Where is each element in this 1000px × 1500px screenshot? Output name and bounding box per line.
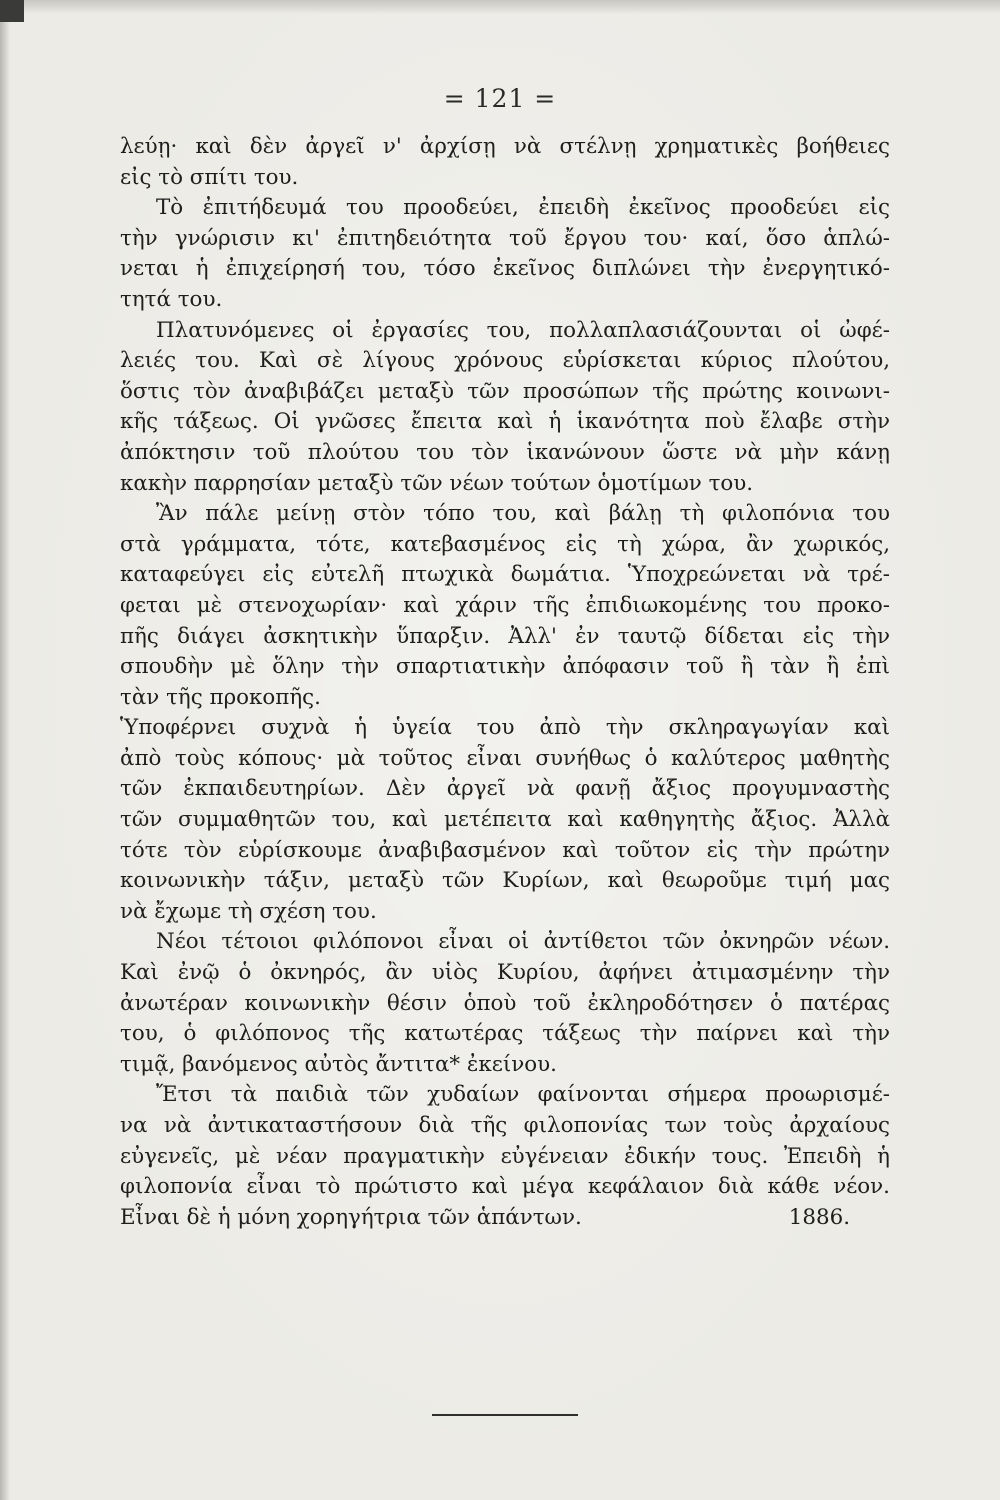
text-line: κῆς τάξεως. Οἱ γνῶσες ἔπειτα καὶ ἡ ἱκανότητα ποὺ ἔλαβε στὴν bbox=[120, 409, 890, 435]
text-line: κοινωνικὴν τάξιν, μεταξὺ τῶν Κυρίων, καὶ θεωροῦμε τιμή μας bbox=[120, 868, 890, 894]
scan-corner-mark bbox=[0, 0, 24, 22]
text-line: εὐγενεῖς, μὲ νέαν πραγματικὴν εὐγένειαν ἐδικήν τους. Ἐπειδὴ ἡ bbox=[120, 1143, 890, 1169]
text-line: φιλοπονία εἶναι τὸ πρώτιστο καὶ μέγα κεφάλαιον διὰ κάθε νέον. bbox=[120, 1174, 890, 1200]
text-line: τῶν συμμαθητῶν του, καὶ μετέπειτα καὶ καθηγητὴς ἄξιος. Ἀλλὰ bbox=[120, 807, 890, 833]
text-line: Καὶ ἐνῷ ὁ ὀκνηρός, ἂν υἱὸς Κυρίου, ἀφήνει ἀτιμασμένην τὴν bbox=[120, 960, 890, 986]
text-line: να νὰ ἀντικαταστήσουν διὰ τῆς φιλοπονίας των τοὺς ἀρχαίους bbox=[120, 1113, 890, 1138]
text-line: νὰ ἔχωμε τὴ σχέση του. bbox=[120, 898, 377, 924]
text-line: τητά του. bbox=[120, 286, 223, 312]
text-line: στὰ γράμματα, τότε, κατεβασμένος εἰς τὴ χώρα, ἂν χωρικός, bbox=[120, 531, 890, 557]
text-line: του, ὁ φιλόπονος τῆς κατωτέρας τάξεως τὴν παίρνει καὶ τὴν bbox=[120, 1021, 890, 1047]
page-left-edge bbox=[0, 0, 10, 1500]
page-top-edge bbox=[0, 0, 1000, 14]
text-line: ὅστις τὸν ἀναβιβάζει μεταξὺ τῶν προσώπων τῆς πρώτης κοινωνι- bbox=[120, 378, 890, 404]
text-line: λειές του. Καὶ σὲ λίγους χρόνους εὑρίσκεται κύριος πλούτου, bbox=[120, 348, 890, 374]
text-line: τῶν ἐκπαιδευτηρίων. Δὲν ἀργεῖ νὰ φανῇ ἄξιος προγυμναστὴς bbox=[120, 776, 890, 802]
text-line: Τὸ ἐπιτήδευμά του προοδεύει, ἐπειδὴ ἐκεῖνος προοδεύει εἰς bbox=[156, 195, 890, 221]
closing-row bbox=[120, 1203, 890, 1234]
text-line: τότε τὸν εὑρίσκουμε ἀναβιβασμένον καὶ τοῦτον εἰς τὴν πρώτην bbox=[120, 837, 890, 863]
text-line: ἀνωτέραν κοινωνικὴν θέσιν ὁποὺ τοῦ ἐκληροδότησεν ὁ πατέρας bbox=[120, 990, 890, 1016]
body-text bbox=[120, 132, 890, 1233]
text-line: ἀπόκτησιν τοῦ πλούτου του τὸν ἱκανώνουν ὥστε νὰ μὴν κάνῃ bbox=[120, 439, 890, 465]
year-signature: 1886. bbox=[788, 1204, 850, 1230]
text-line: Νέοι τέτοιοι φιλόπονοι εἶναι οἱ ἀντίθετοι τῶν ὀκνηρῶν νέων. bbox=[156, 929, 890, 955]
text-line: νεται ἡ ἐπιχείρησή του, τόσο ἐκεῖνος διπλώνει τὴν ἐνεργητικό- bbox=[120, 256, 890, 282]
page-number: = 121 = bbox=[443, 84, 557, 113]
text-line: τὰν τῆς προκοπῆς. bbox=[120, 684, 321, 710]
text-line: εἰς τὸ σπίτι του. bbox=[120, 164, 299, 190]
text-line: τὴν γνώρισιν κι' ἐπιτηδειότητα τοῦ ἔργου του· καί, ὅσο ἁπλώ- bbox=[120, 225, 890, 251]
text-line: κακὴν παρρησίαν μεταξὺ τῶν νέων τούτων ὁμοτίμων του. bbox=[120, 470, 754, 496]
text-line: πῆς διάγει ἀσκητικὴν ὕπαρξιν. Ἀλλ' ἐν ταυτῷ δίδεται εἰς τὴν bbox=[120, 623, 890, 649]
text-line: σπουδὴν μὲ ὅλην τὴν σπαρτιατικὴν ἀπόφασιν τοῦ ἢ τὰν ἢ ἐπὶ bbox=[120, 654, 890, 680]
text-line: φεται μὲ στενοχωρίαν· καὶ χάριν τῆς ἐπιδιωκομένης του προκο- bbox=[120, 592, 890, 618]
text-line: ἀπὸ τοὺς κόπους· μὰ τοῦτος εἶναι συνήθως ὁ καλύτερος μαθητὴς bbox=[120, 745, 890, 771]
text-line: λεύῃ· καὶ δὲν ἀργεῖ ν' ἀρχίσῃ νὰ στέλνῃ χρηματικὲς βοήθειες bbox=[120, 134, 890, 159]
text-line: τιμᾷ, βανόμενος αὐτὸς ἄντιτα* ἐκείνου. bbox=[120, 1051, 557, 1077]
text-line: Πλατυνόμενες οἱ ἐργασίες του, πολλαπλασιάζουνται οἱ ὠφέ- bbox=[156, 317, 890, 343]
closing-line: Εἶναι δὲ ἡ μόνη χορηγήτρια τῶν ἁπάντων. bbox=[120, 1204, 582, 1230]
text-line: καταφεύγει εἰς εὐτελῆ πτωχικὰ δωμάτια. Ὑποχρεώνεται νὰ τρέ- bbox=[120, 562, 890, 588]
text-line: Ἔτσι τὰ παιδιὰ τῶν χυδαίων φαίνονται σήμερα προωρισμέ- bbox=[156, 1082, 890, 1108]
text-line: Ἂν πάλε μείνῃ στὸν τόπο του, καὶ βάλῃ τὴ φιλοπόνια του bbox=[156, 501, 890, 527]
end-rule bbox=[432, 1414, 578, 1416]
text-line: Ὑποφέρνει συχνὰ ἡ ὑγεία του ἀπὸ τὴν σκληραγωγίαν καὶ bbox=[120, 715, 890, 741]
